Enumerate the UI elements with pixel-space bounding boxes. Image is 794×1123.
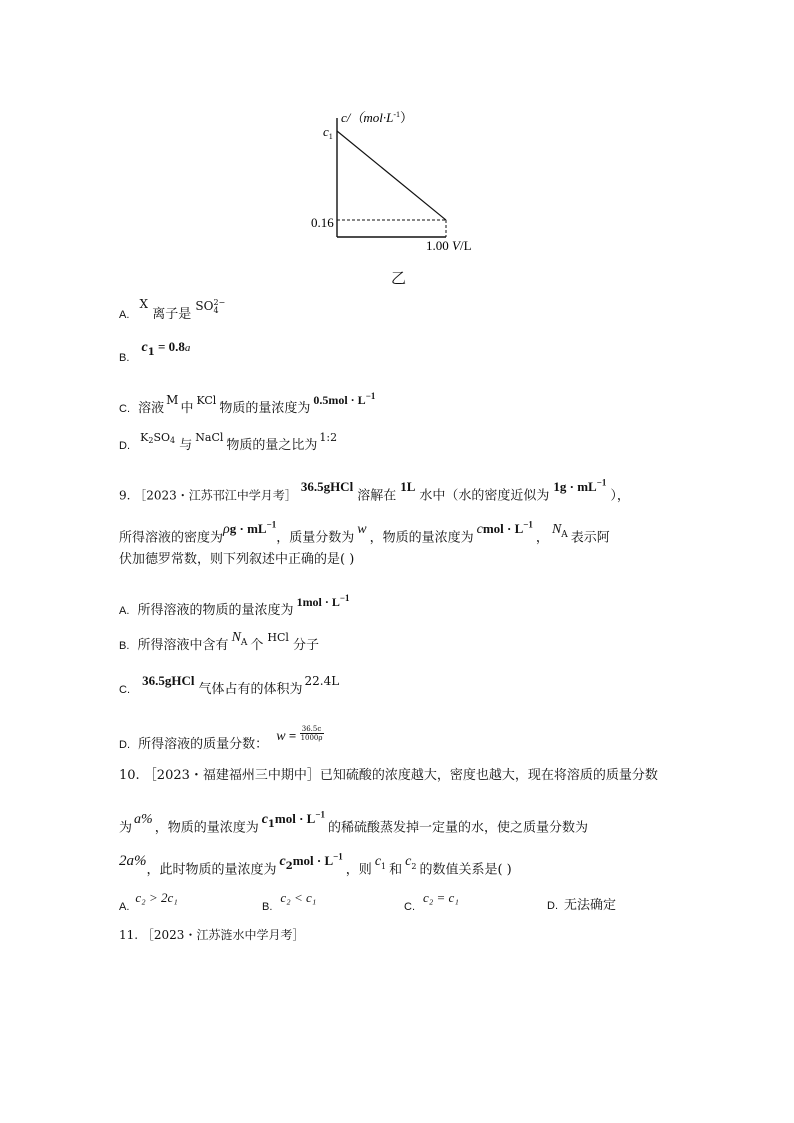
q8-option-a: A. X 离子是 SO 2− 4	[119, 297, 226, 322]
q10-option-d: D. 无法确定	[547, 898, 617, 913]
q9-line-2: 所得溶液的密度为$\rho g \cdot mL^{-1}$，质量分数为w，物质的量浓度为cmol · $L^{-1}$，$N_A$ 表示阿	[119, 520, 610, 546]
y-axis-label: $c/(mol\cdot L^{-1})$	[341, 110, 414, 125]
y-tick-c1: $c_1$	[323, 124, 333, 141]
fraction: $\frac{36.5c}{1000\rho}$	[300, 725, 323, 742]
q10-option-c: C.c₂ = c₁	[404, 890, 459, 913]
q9-line-1: 9. ［2023・江苏邗江中学月考］36.5gHCl溶解在1L水中（水的密度近似为$1g \cdot mL^{-1}$），	[119, 478, 630, 504]
q9-line-3: 伏加德罗常数，则下列叙述中正确的是( )	[119, 552, 355, 567]
x-tick-label: 1.00 V/L	[426, 238, 472, 253]
q10-line-2: 为a%，物质的量浓度为$c_1mol \cdot L^{-1}$的稀硫酸蒸发掉一定量的水，使之质量分数为	[119, 810, 588, 836]
q11-header: 11. ［2023・江苏涟水中学月考］	[119, 928, 305, 942]
concentration-volume-chart	[300, 100, 500, 260]
q8-option-d: D. $^{K2SO4}$ 与$^{NaCl}$物质的量之比为$^{1:2}$	[119, 431, 338, 453]
q10-line-1: 10. ［2023・福建福州三中期中］已知硫酸的浓度越大，密度也越大，现在将溶质的质量分数	[119, 768, 658, 783]
q9-option-b: B. 所得溶液中含有$N_A$ 个$^{HCl}$分子	[119, 630, 319, 653]
q10-option-b: B.c₂ < c₁	[262, 890, 317, 913]
q10-option-a: A.c₂ > 2c₁	[119, 890, 178, 913]
q9-option-c: C. 36.5gHCl气体占有的体积为22.4L	[119, 673, 340, 697]
q10-line-3: 2a%，此时物质的量浓度为$c_2mol \cdot L^{-1}$，则$c_1$ 和$c_2$ 的数值关系是( )	[119, 852, 512, 878]
q9-option-a: A. 所得溶液的物质的量浓度为$1mol \cdot L^{-1}$	[119, 593, 350, 618]
chart-caption: 乙	[391, 269, 407, 287]
q8-option-b: B. $c_1 = 0.8a$	[119, 339, 191, 364]
q8-option-c: C. 溶液M中$^{KCl}$物质的量浓度为$0.5mol \cdot L^{-1}$	[119, 391, 376, 416]
q9-option-d: D. 所得溶液的质量分数： w = $\frac{36.5c}{1000\rho}$	[119, 725, 323, 752]
series-line	[337, 131, 446, 220]
y-tick-0-16: 0.16	[311, 215, 334, 230]
